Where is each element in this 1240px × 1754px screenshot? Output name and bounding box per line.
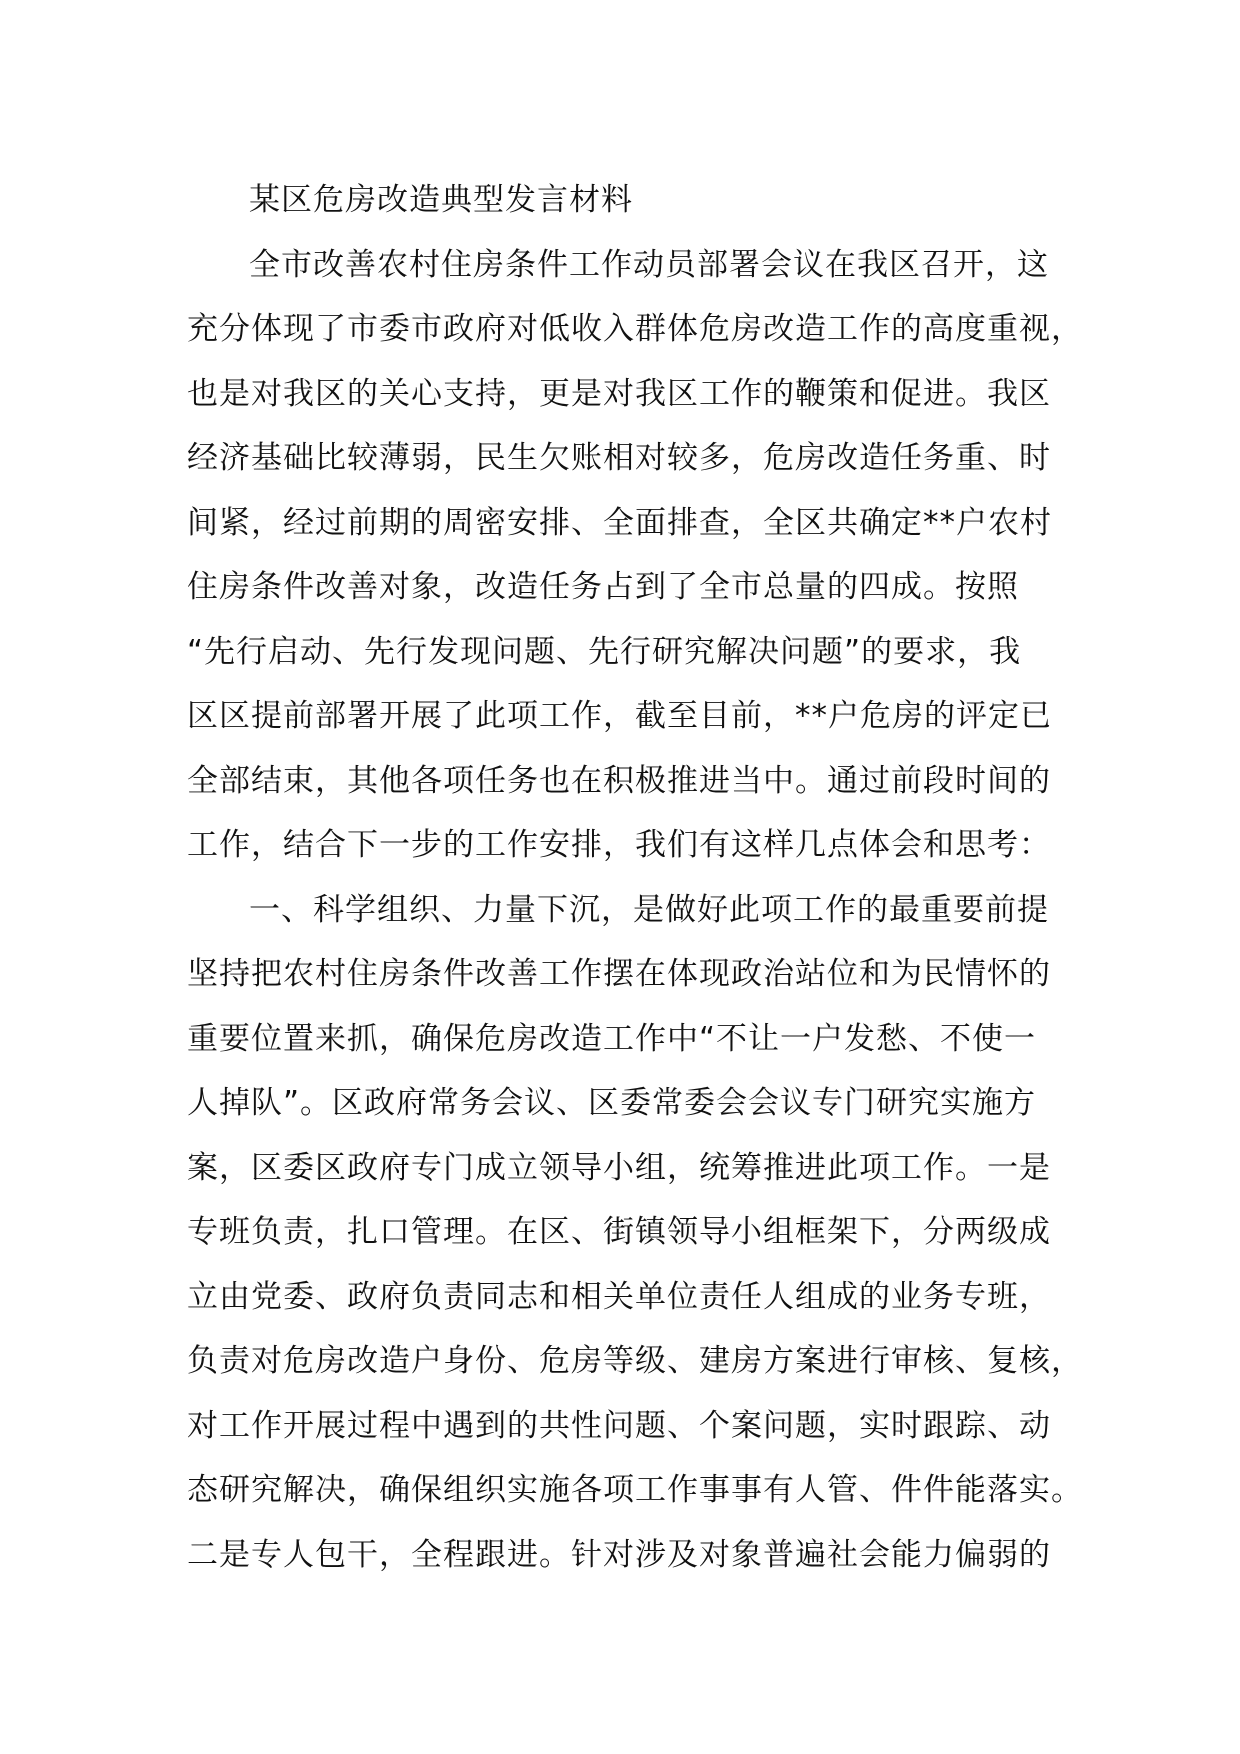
paragraph-line: 案，区委区政府专门成立领导小组，统筹推进此项工作。一是 — [187, 1149, 1051, 1186]
paragraph-line: 立由党委、政府负责同志和相关单位责任人组成的业务专班， — [187, 1278, 1051, 1315]
document-title: 某区危房改造典型发言材料 — [249, 182, 633, 218]
paragraph-line: 工作，结合下一步的工作安排，我们有这样几点体会和思考： — [187, 827, 1051, 863]
paragraph-line: 态研究解决，确保组织实施各项工作事事有人管、件件能落实。 — [187, 1472, 1083, 1508]
section-heading: 一、科学组织、力量下沉，是做好此项工作的最重要前提 — [249, 891, 1049, 928]
paragraph-line: 经济基础比较薄弱，民生欠账相对较多，危房改造任务重、时 — [187, 440, 1051, 476]
paragraph-line: 全部结束，其他各项任务也在积极推进当中。通过前段时间的 — [187, 762, 1051, 799]
paragraph-line: 也是对我区的关心支持，更是对我区工作的鞭策和促进。我区 — [187, 375, 1051, 412]
paragraph-line: 充分体现了市委市政府对低收入群体危房改造工作的高度重视， — [187, 311, 1083, 347]
paragraph-line: 负责对危房改造户身份、危房等级、建房方案进行审核、复核， — [187, 1343, 1083, 1379]
paragraph-line: “先行启动、先行发现问题、先行研究解决问题”的要求，我 — [187, 633, 1022, 670]
paragraph-line: 人掉队”。区政府常务会议、区委常委会会议专门研究实施方 — [187, 1085, 1037, 1121]
paragraph-line: 住房条件改善对象，改造任务占到了全市总量的四成。按照 — [187, 569, 1019, 605]
paragraph-line: 重要位置来抓，确保危房改造工作中“不让一户发愁、不使一 — [187, 1020, 1037, 1057]
paragraph-line: 二是专人包干，全程跟进。针对涉及对象普遍社会能力偏弱的 — [187, 1536, 1051, 1573]
paragraph-line: 全市改善农村住房条件工作动员部署会议在我区召开，这 — [249, 246, 1049, 283]
paragraph-line: 区区提前部署开展了此项工作，截至目前，**户危房的评定已 — [187, 698, 1052, 734]
paragraph-line: 专班负责，扎口管理。在区、街镇领导小组框架下，分两级成 — [187, 1214, 1051, 1250]
paragraph-line: 坚持把农村住房条件改善工作摆在体现政治站位和为民情怀的 — [187, 956, 1051, 992]
paragraph-line: 对工作开展过程中遇到的共性问题、个案问题，实时跟踪、动 — [187, 1407, 1051, 1444]
document-body — [187, 168, 1087, 1587]
paragraph-line: 间紧，经过前期的周密安排、全面排查，全区共确定**户农村 — [187, 504, 1052, 541]
